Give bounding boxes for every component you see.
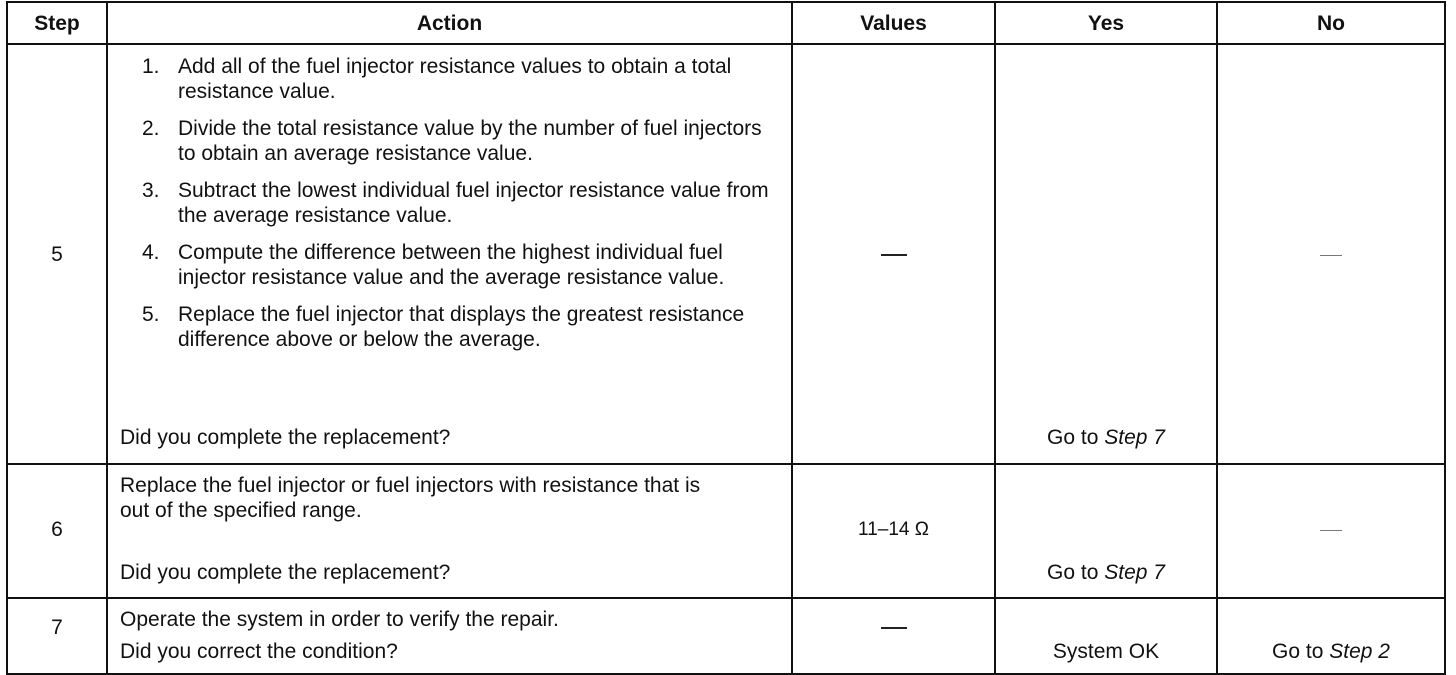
no-none <box>1218 517 1444 542</box>
no-cell <box>1217 598 1445 674</box>
action-cell <box>107 44 792 464</box>
values-cell <box>792 598 995 674</box>
list-item-text: Compute the difference between the highest individual fuel injector resistance value and the average resistance value. <box>178 241 725 289</box>
no-none <box>1218 242 1444 267</box>
action-text: Replace the fuel injector or fuel injectors with resistance that is out of the specified range. <box>120 474 701 522</box>
list-item-text: Subtract the lowest individual fuel injector resistance value from the average resistance value. <box>178 179 769 227</box>
yes-goto-label: Go to <box>1047 426 1105 449</box>
list-item-text: Divide the total resistance value by the number of fuel injectors to obtain an average resistance value. <box>178 117 762 165</box>
action-question: Did you complete the replacement? <box>120 561 451 584</box>
header-action: Action <box>107 2 792 44</box>
list-item <box>120 54 777 104</box>
table-row <box>7 44 1445 464</box>
list-item-text: Replace the fuel injector that displays the greatest resistance difference above or below the average. <box>178 303 745 351</box>
list-item-number: 5. <box>142 303 160 326</box>
step-number: 7 <box>51 616 63 639</box>
action-question: Did you complete the replacement? <box>120 426 451 449</box>
dash-mark <box>881 254 907 256</box>
step-cell <box>7 464 107 598</box>
yes-outcome <box>996 560 1216 585</box>
list-item-number: 3. <box>142 179 160 202</box>
yes-goto-step-link[interactable]: Step 7 <box>1104 561 1165 584</box>
no-cell <box>1217 464 1445 598</box>
yes-cell <box>995 44 1217 464</box>
yes-outcome <box>996 425 1216 450</box>
list-item-text: Add all of the fuel injector resistance values to obtain a total resistance value. <box>178 55 732 103</box>
action-text: Operate the system in order to verify the repair. <box>120 608 559 631</box>
step-number: 5 <box>51 243 63 266</box>
values-cell <box>792 44 995 464</box>
step-cell <box>7 44 107 464</box>
step-number: 6 <box>51 518 63 541</box>
no-outcome <box>1218 639 1444 664</box>
action-cell <box>107 464 792 598</box>
header-row <box>7 2 1445 44</box>
yes-goto-label: Go to <box>1047 561 1105 584</box>
table-row <box>7 464 1445 598</box>
header-step: Step <box>7 2 107 44</box>
step-cell <box>7 598 107 674</box>
list-item-number: 1. <box>142 55 160 78</box>
action-cell <box>107 598 792 674</box>
diagnostic-table-sheet <box>6 1 1444 667</box>
dash-mark <box>1320 530 1342 531</box>
list-item-number: 2. <box>142 117 160 140</box>
dash-mark <box>1320 255 1342 256</box>
values-none <box>793 615 994 640</box>
diagnostic-procedure-table <box>6 1 1446 675</box>
no-goto-step-link[interactable]: Step 2 <box>1329 640 1390 663</box>
dash-mark <box>881 627 907 629</box>
list-item-number: 4. <box>142 241 160 264</box>
header-no: No <box>1217 2 1445 44</box>
yes-cell <box>995 598 1217 674</box>
values-range: 11–14 Ω <box>858 519 929 540</box>
no-cell <box>1217 44 1445 464</box>
action-steps-list <box>120 54 777 352</box>
values-cell <box>792 464 995 598</box>
action-question: Did you correct the condition? <box>120 640 398 663</box>
list-item <box>120 178 777 228</box>
values-none <box>793 242 994 267</box>
yes-goto-step-link[interactable]: Step 7 <box>1104 426 1165 449</box>
list-item <box>120 116 777 166</box>
list-item <box>120 302 777 352</box>
table-row <box>7 598 1445 674</box>
header-yes: Yes <box>995 2 1217 44</box>
yes-cell <box>995 464 1217 598</box>
yes-outcome: System OK <box>1052 640 1160 663</box>
header-values: Values <box>792 2 995 44</box>
list-item <box>120 240 777 290</box>
no-goto-label: Go to <box>1272 640 1330 663</box>
